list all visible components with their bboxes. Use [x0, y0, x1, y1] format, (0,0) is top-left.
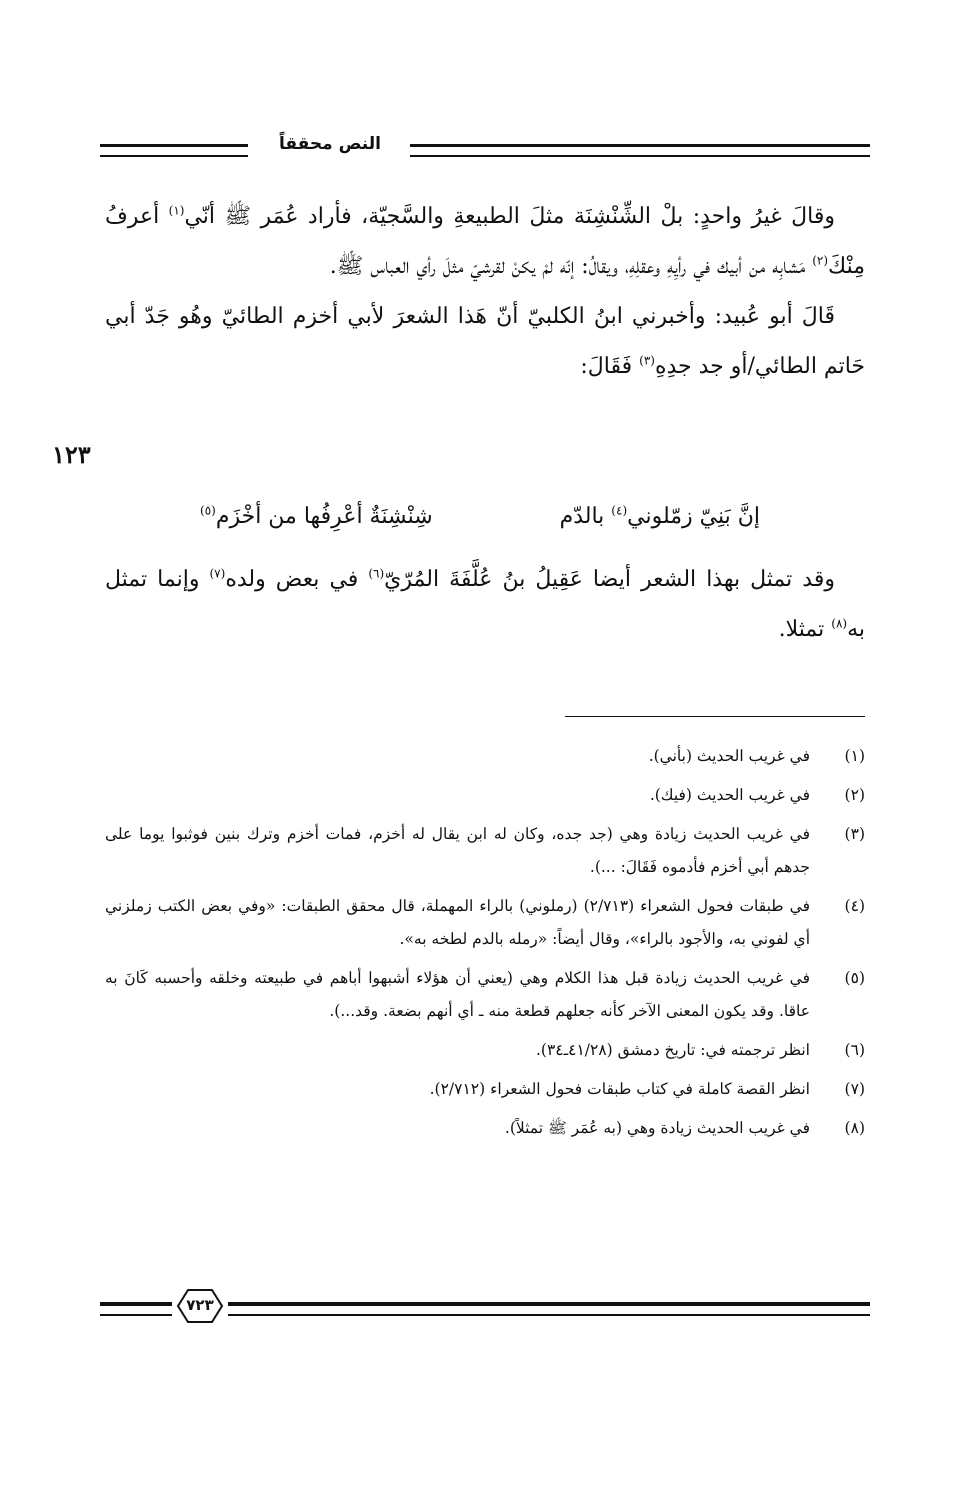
main-text-continued	[105, 555, 865, 655]
header-rule-left	[100, 144, 248, 157]
main-text	[105, 192, 865, 392]
footnote-text: في غريب الحديث زيادة قبل هذا الكلام وهي (يعني أن هؤلاء أشبهوا أباهم في طبيعته وخلقه وأحسبه كَانَ به عاقا. وقد يكون المعنى الآخر كأنه جعلهم قطعة منه ـ أي أنهم بضعة. وقد...).	[105, 969, 810, 1020]
footnote-separator	[565, 716, 865, 717]
footnote-ref-6: (٦)	[368, 566, 385, 581]
footnote-number: (٣)	[844, 825, 865, 843]
verse-h1-text: إنَّ بَنِيّ زمّلوني	[627, 504, 760, 529]
paragraph-1-text: وقالَ غيرُ واحدٍ: بلْ الشِّنْشِنَة مثلَ الطبيعةِ والسَّجيّة، فأراد عُمَر ﷺ أنّي	[184, 204, 835, 229]
paragraph-2-text: قَالَ أبو عُبيد: وأخبرني ابنُ الكلبيّ أنّ هَذا الشعرَ لأبي أخزم الطائيّ وهُو جَدّ أبي حَاتم الطائي/أو جد جدِهِ	[105, 304, 865, 379]
paragraph-1-text-c: مَشابِه من أبيك في رأيِهِ وعقلِهِ، ويقالُ: إنّه لمْ يكنْ لقرشيّ مثلَ رأي العباس ﷺ.	[329, 254, 806, 279]
paragraph-1	[105, 192, 865, 292]
verse-h2-text: شِنْشِنَةٌ أعْرِفُها من أخْزَم	[215, 504, 433, 529]
footnote-text: انظر القصة كاملة في كتاب طبقات فحول الشعراء (٢/٧١٢).	[429, 1080, 810, 1098]
footnote-number: (٧)	[844, 1080, 865, 1098]
footnote	[105, 1073, 865, 1106]
verse-line	[200, 494, 760, 544]
footnote-number: (٨)	[844, 1119, 865, 1137]
paragraph-3-text: وقد تمثل بهذا الشعر أيضا عَقِيلُ بنُ عُلَّفَةَ المُرّيّ	[384, 567, 835, 592]
footnote-number: (٦)	[844, 1041, 865, 1059]
footnote	[105, 962, 865, 1028]
footnote	[105, 890, 865, 956]
running-header	[100, 134, 870, 160]
paragraph-2	[105, 292, 865, 392]
verse-hemistich-2	[200, 504, 433, 529]
footnote-number: (٤)	[844, 897, 865, 915]
footnote-ref-1: (١)	[168, 203, 185, 218]
footnote-text: في طبقات فحول الشعراء (٢/٧١٣) (رملوني) بالراء المهملة، قال محقق الطبقات: «وفي بعض الكتب زملزني أي لفوني به، والأجود بالراء»، وقال أيضاً: «رمله بالدم لطخه به».	[105, 897, 810, 948]
verse-hemistich-1	[560, 504, 760, 529]
footnote-text: في غريب الحديث (بأني).	[648, 747, 810, 765]
verse-h1-text-b: بالدّم	[559, 504, 605, 529]
footnote	[105, 740, 865, 773]
page-number: ٧٢٣	[186, 1296, 214, 1314]
footnotes	[105, 740, 865, 1151]
page-footer	[100, 1288, 870, 1338]
paragraph-3-text-d: تمثلا.	[778, 617, 825, 642]
paragraph-3	[105, 555, 865, 655]
paragraph-3-text-c: وإنما تمثل به	[105, 567, 865, 642]
footnote	[105, 818, 865, 884]
footnote-ref-3: (٣)	[639, 353, 655, 368]
margin-page-number: ١٢٣	[52, 440, 91, 469]
footnote-ref-2: (٢)	[812, 253, 829, 268]
header-title: النص محققاً	[279, 134, 381, 154]
footnote-ref-7: (٧)	[209, 566, 226, 581]
footnote-text: في غريب الحديث زيادة وهي (جد جده، وكان له ابن يقال له أخزم، فمات أخزم وترك بنين فوثبوا يوما على جدهم أبي أخزم فأدموه فَقَالَ: ...).	[105, 825, 810, 876]
footnote-number: (٢)	[844, 786, 865, 804]
footnote-ref-8: (٨)	[831, 616, 848, 631]
paragraph-2-text-b: فَقَالَ:	[580, 354, 633, 379]
paragraph-3-text-b: في بعض ولده	[225, 567, 359, 592]
footnote	[105, 1034, 865, 1067]
footnote	[105, 779, 865, 812]
footer-rule-left	[100, 1302, 172, 1316]
footnote	[105, 1112, 865, 1145]
footnote-ref-4: (٤)	[611, 503, 628, 518]
footnote-text: في غريب الحديث (فيك).	[649, 786, 810, 804]
footnote-ref-5: (٥)	[200, 503, 216, 518]
footnote-text: انظر ترجمته في: تاريخ دمشق (٤١/٢٨ـ٣٤).	[535, 1041, 810, 1059]
footnote-number: (١)	[844, 747, 865, 765]
footnote-text: في غريب الحديث زيادة وهي (به عُمَر ﷺ تمثلاً).	[504, 1119, 810, 1137]
paragraph-1-text-b: أعرفُ مِنْكَ	[105, 204, 865, 279]
header-rule-right	[410, 144, 870, 157]
footer-rule-right	[228, 1302, 870, 1316]
footnote-number: (٥)	[844, 969, 865, 987]
